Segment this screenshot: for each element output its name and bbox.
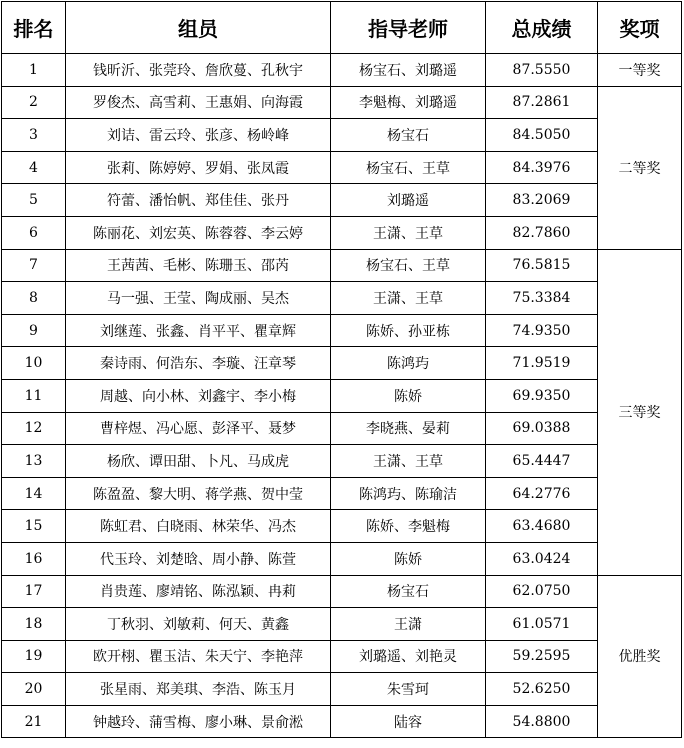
rank-cell: 21 [2,705,66,738]
rank-cell: 11 [2,379,66,412]
rank-cell: 9 [2,314,66,347]
results-table [1,1,682,738]
table-row [2,445,682,478]
teacher-cell: 杨宝石、王草 [331,151,486,184]
rank-cell: 13 [2,445,66,478]
teacher-cell: 刘璐遥 [331,184,486,217]
table-row [2,314,682,347]
table-row [2,412,682,445]
members-cell: 钟越玲、蒲雪梅、廖小琳、景俞淞 [66,705,331,738]
members-cell: 陈虹君、白晓雨、林荣华、冯杰 [66,510,331,543]
rank-cell: 15 [2,510,66,543]
award-third: 三等奖 [598,249,682,575]
score-cell: 64.2776 [486,477,598,510]
teacher-cell: 陈鸿玙、陈瑜洁 [331,477,486,510]
teacher-cell: 陈娇 [331,542,486,575]
rank-cell: 2 [2,86,66,119]
rank-cell: 10 [2,347,66,380]
members-cell: 杨欣、谭田甜、卜凡、马成虎 [66,445,331,478]
members-cell: 丁秋羽、刘敏莉、何天、黄鑫 [66,608,331,641]
score-cell: 65.4447 [486,445,598,478]
score-cell: 69.9350 [486,379,598,412]
rank-cell: 4 [2,151,66,184]
members-cell: 周越、向小林、刘鑫宇、李小梅 [66,379,331,412]
rank-cell: 16 [2,542,66,575]
score-cell: 87.2861 [486,86,598,119]
table-row [2,379,682,412]
rank-cell: 12 [2,412,66,445]
teacher-cell: 王潇、王草 [331,445,486,478]
score-cell: 76.5815 [486,249,598,282]
members-cell: 马一强、王莹、陶成丽、吴杰 [66,282,331,315]
score-cell: 61.0571 [486,608,598,641]
rank-cell: 19 [2,640,66,673]
teacher-cell: 王潇 [331,608,486,641]
rank-cell: 20 [2,673,66,706]
table-row [2,510,682,543]
teacher-cell: 杨宝石、王草 [331,249,486,282]
table-row [2,542,682,575]
members-cell: 刘继莲、张鑫、肖平平、瞿章辉 [66,314,331,347]
score-cell: 87.5550 [486,54,598,87]
rank-cell: 3 [2,119,66,152]
teacher-cell: 陈鸿玙 [331,347,486,380]
header-row [2,2,682,54]
members-cell: 陈盈盈、黎大明、蒋学燕、贺中莹 [66,477,331,510]
teacher-cell: 杨宝石 [331,119,486,152]
score-cell: 84.3976 [486,151,598,184]
award-excellence: 优胜奖 [598,575,682,738]
table-row [2,282,682,315]
header-teacher: 指导老师 [331,2,486,54]
table-row [2,575,682,608]
score-cell: 74.9350 [486,314,598,347]
rank-cell: 5 [2,184,66,217]
teacher-cell: 王潇、王草 [331,216,486,249]
rank-cell: 7 [2,249,66,282]
table-row [2,347,682,380]
score-cell: 62.0750 [486,575,598,608]
members-cell: 符蕾、潘怡帆、郑佳佳、张丹 [66,184,331,217]
members-cell: 刘诘、雷云玲、张彦、杨岭峰 [66,119,331,152]
teacher-cell: 陈娇 [331,379,486,412]
members-cell: 张莉、陈婷婷、罗娟、张凤霞 [66,151,331,184]
members-cell: 秦诗雨、何浩东、李璇、汪章琴 [66,347,331,380]
table-row [2,54,682,87]
header-award: 奖项 [598,2,682,54]
table-row [2,184,682,217]
award-first: 一等奖 [598,54,682,87]
score-cell: 69.0388 [486,412,598,445]
teacher-cell: 陈娇、孙亚栋 [331,314,486,347]
teacher-cell: 朱雪珂 [331,673,486,706]
teacher-cell: 王潇、王草 [331,282,486,315]
members-cell: 钱昕沂、张莞玲、詹欣蔓、孔秋宇 [66,54,331,87]
table-row [2,477,682,510]
rank-cell: 1 [2,54,66,87]
teacher-cell: 杨宝石、刘璐遥 [331,54,486,87]
table-row [2,216,682,249]
teacher-cell: 李晓燕、晏莉 [331,412,486,445]
members-cell: 王茜茜、毛彬、陈珊玉、邵芮 [66,249,331,282]
teacher-cell: 陈娇、李魁梅 [331,510,486,543]
teacher-cell: 杨宝石 [331,575,486,608]
score-cell: 75.3384 [486,282,598,315]
score-cell: 52.6250 [486,673,598,706]
header-rank: 排名 [2,2,66,54]
table-row [2,640,682,673]
table-row [2,608,682,641]
teacher-cell: 刘璐遥、刘艳灵 [331,640,486,673]
table-row [2,119,682,152]
members-cell: 陈丽花、刘宏英、陈蓉蓉、李云婷 [66,216,331,249]
score-cell: 59.2595 [486,640,598,673]
rank-cell: 8 [2,282,66,315]
score-cell: 63.0424 [486,542,598,575]
members-cell: 肖贵莲、廖靖铭、陈泓颖、冉莉 [66,575,331,608]
score-cell: 71.9519 [486,347,598,380]
table-row [2,673,682,706]
members-cell: 欧开栩、瞿玉洁、朱天宁、李艳萍 [66,640,331,673]
header-score: 总成绩 [486,2,598,54]
rank-cell: 18 [2,608,66,641]
score-cell: 84.5050 [486,119,598,152]
award-second: 二等奖 [598,86,682,249]
score-cell: 83.2069 [486,184,598,217]
header-members: 组员 [66,2,331,54]
table-row [2,249,682,282]
members-cell: 张星雨、郑美琪、李浩、陈玉月 [66,673,331,706]
score-cell: 63.4680 [486,510,598,543]
score-cell: 54.8800 [486,705,598,738]
table-row [2,151,682,184]
rank-cell: 14 [2,477,66,510]
members-cell: 罗俊杰、高雪莉、王惠娟、向海霞 [66,86,331,119]
rank-cell: 6 [2,216,66,249]
table-row [2,705,682,738]
members-cell: 曹梓煜、冯心愿、彭泽平、聂梦 [66,412,331,445]
members-cell: 代玉玲、刘楚晗、周小静、陈萱 [66,542,331,575]
rank-cell: 17 [2,575,66,608]
table-row [2,86,682,119]
teacher-cell: 陆容 [331,705,486,738]
score-cell: 82.7860 [486,216,598,249]
teacher-cell: 李魁梅、刘璐遥 [331,86,486,119]
